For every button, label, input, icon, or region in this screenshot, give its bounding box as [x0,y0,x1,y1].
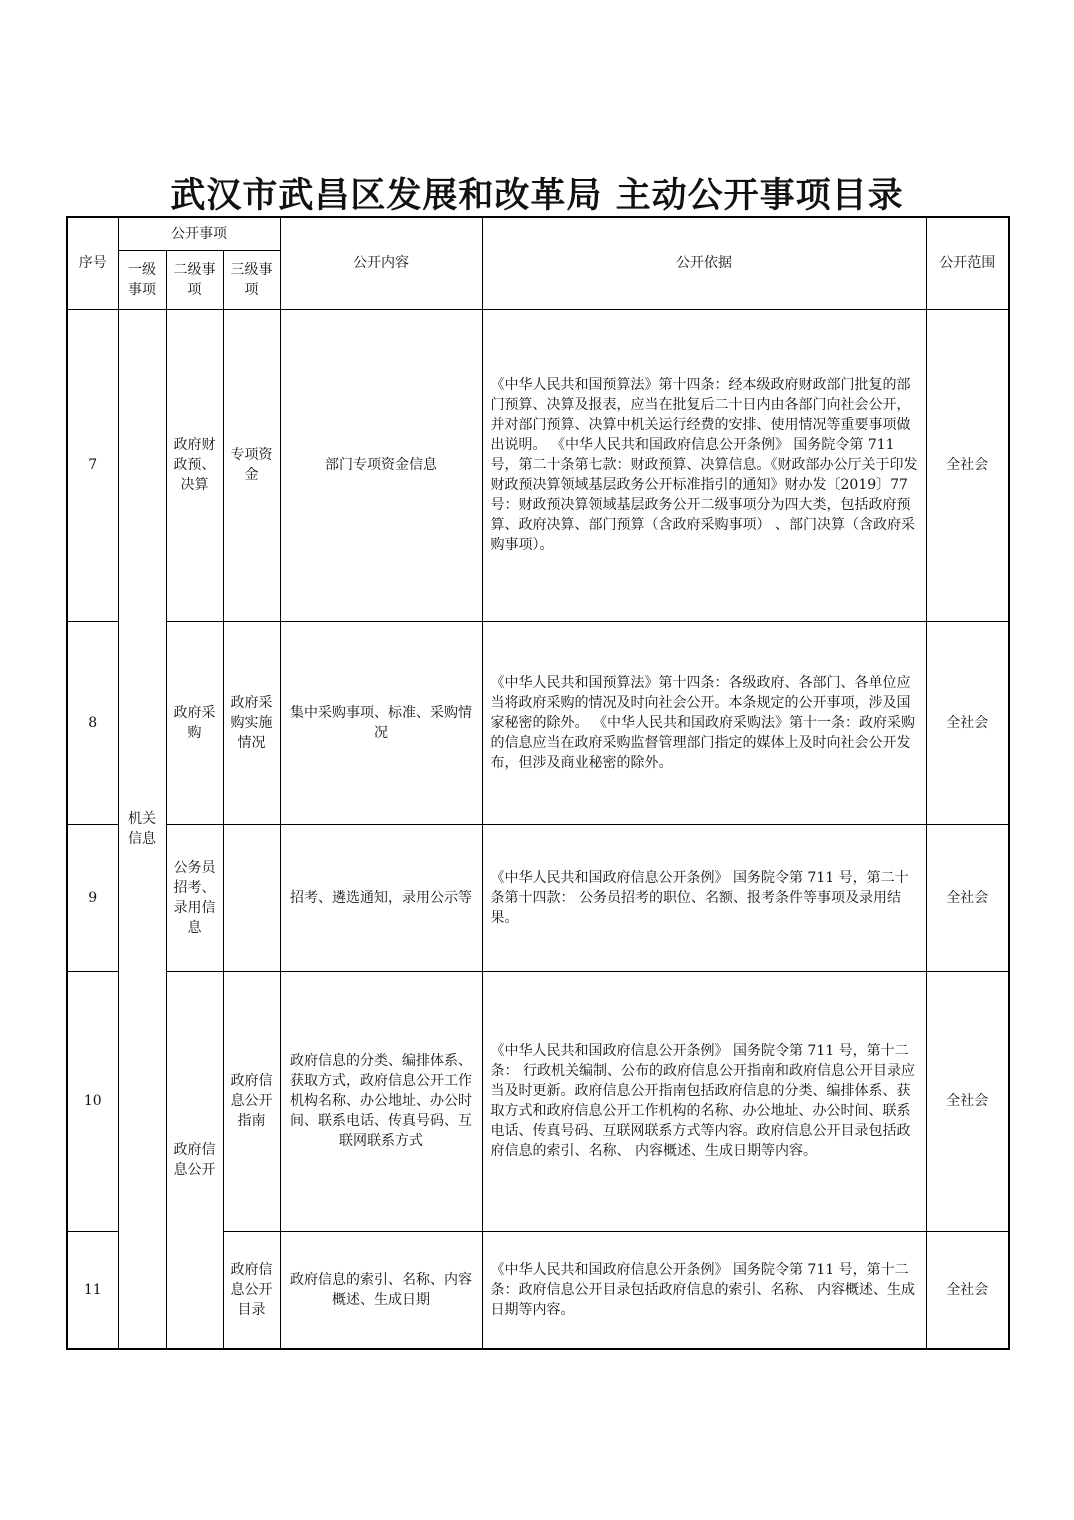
row-basis: 《中华人民共和国政府信息公开条例》 国务院令第 711 号，第十二条： 行政机关编制、公布的政府信息公开指南和政府信息公开目录应当及时更新。政府信息公开指南包括政府信息的分类、编排体系、获取方式和政府信息公开工作机构的名称、办公地址、办公时间、联系电话、传真号码、互联网联系方式等内容。政府信息公开目录包括政府信息的索引、名称、 内容概述、生成日期等内容。 [482,971,926,1231]
row-scope: 全社会 [926,309,1009,621]
row-level2: 政府采购 [166,621,223,824]
row-content: 招考、遴选通知，录用公示等 [280,824,482,971]
row-seq: 7 [67,309,118,621]
row-level2: 公务员招考、录用信息 [166,824,223,971]
row-content: 政府信息的分类、编排体系、获取方式，政府信息公开工作机构名称、办公地址、办公时间、联系电话、传真号码、互联网联系方式 [280,971,482,1231]
page-title: 武汉市武昌区发展和改革局 主动公开事项目录 [170,175,904,216]
header-seq: 序号 [67,217,118,309]
header-content: 公开内容 [280,217,482,309]
level1-merged: 机关信息 [118,309,166,1349]
row-level2: 政府信息公开 [166,971,223,1349]
row-level2: 政府财政预、决算 [166,309,223,621]
row-basis: 《中华人民共和国预算法》第十四条：各级政府、各部门、各单位应当将政府采购的情况及时向社会公开。本条规定的公开事项，涉及国家秘密的除外。 《中华人民共和国政府采购法》第十一条：政府采购的信息应当在政府采购监督管理部门指定的媒体上及时向社会公开发布，但涉及商业秘密的除外。 [482,621,926,824]
row-content: 政府信息的索引、名称、内容概述、生成日期 [280,1231,482,1349]
row-scope: 全社会 [926,824,1009,971]
header-level3: 三级事项 [223,250,280,309]
row-seq: 9 [67,824,118,971]
row-level3: 政府信息公开指南 [223,971,280,1231]
row-seq: 10 [67,971,118,1231]
header-items-group: 公开事项 [118,217,280,250]
row-basis: 《中华人民共和国政府信息公开条例》 国务院令第 711 号，第二十条第十四款： 公务员招考的职位、名额、报考条件等事项及录用结果。 [482,824,926,971]
row-seq: 11 [67,1231,118,1349]
table-row [67,824,1009,971]
header-level1: 一级事项 [118,250,166,309]
row-scope: 全社会 [926,621,1009,824]
row-basis: 《中华人民共和国预算法》第十四条：经本级政府财政部门批复的部门预算、决算及报表，应当在批复后二十日内由各部门向社会公开，并对部门预算、决算中机关运行经费的安排、使用情况等重要事项做出说明。 《中华人民共和国政府信息公开条例》 国务院令第 711 号，第二十条第七款：财政预算、决算信息。《财政部办公厅关于印发财政预决算领域基层政务公开标准指引的通知》财办发〔2019〕77 号：财政预决算领域基层政务公开二级事项分为四大类，包括政府预算、政府决算、部门预算（含政府采购事项） 、部门决算（含政府采购事项）。 [482,309,926,621]
row-scope: 全社会 [926,1231,1009,1349]
header-level2: 二级事项 [166,250,223,309]
row-seq: 8 [67,621,118,824]
row-level3: 政府采购实施情况 [223,621,280,824]
row-content: 集中采购事项、标准、采购情况 [280,621,482,824]
row-scope: 全社会 [926,971,1009,1231]
row-content: 部门专项资金信息 [280,309,482,621]
header-scope: 公开范围 [926,217,1009,309]
table-row [67,621,1009,824]
row-basis: 《中华人民共和国政府信息公开条例》 国务院令第 711 号，第十二条：政府信息公开目录包括政府信息的索引、名称、 内容概述、生成日期等内容。 [482,1231,926,1349]
table-row [67,971,1009,1231]
disclosure-table [66,216,1010,1350]
row-level3: 专项资金 [223,309,280,621]
row-level3 [223,824,280,971]
header-basis: 公开依据 [482,217,926,309]
row-level3: 政府信息公开目录 [223,1231,280,1349]
table-row [67,309,1009,621]
